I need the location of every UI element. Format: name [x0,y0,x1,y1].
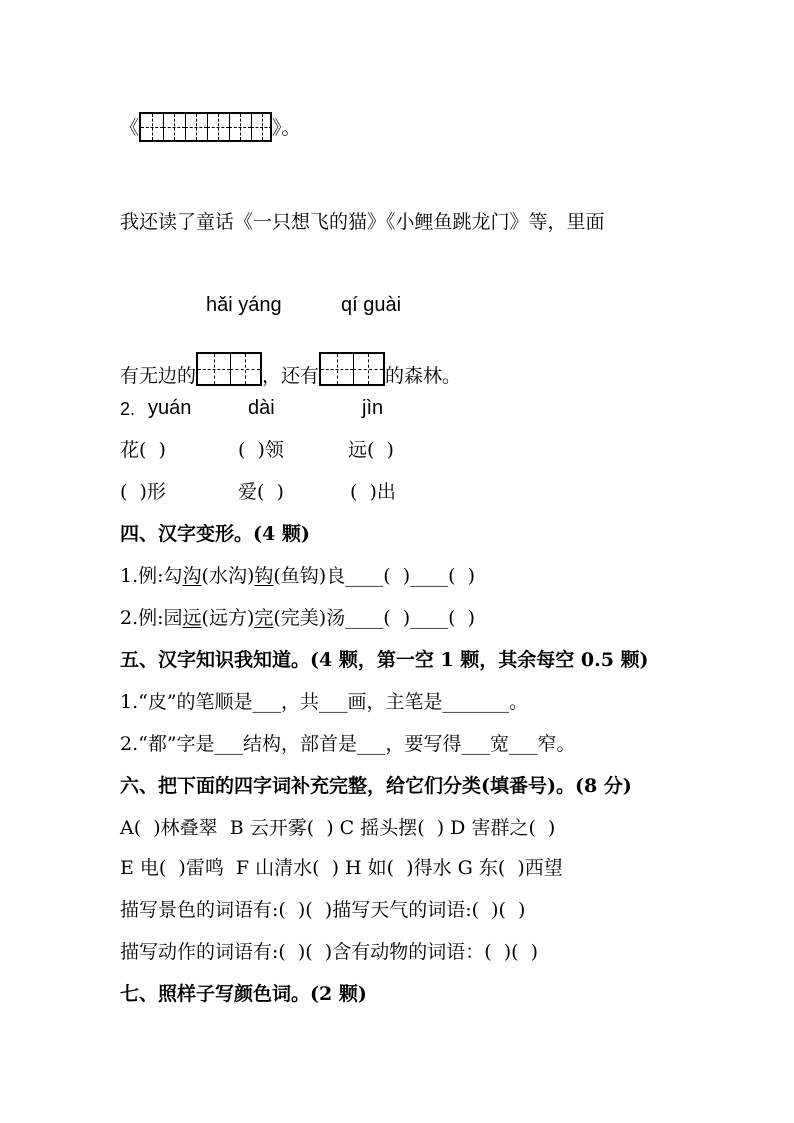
sec6-row-3: 描写景色的词语有:( )( )描写天气的词语:( )( ) [120,899,526,921]
q2-row1-c: 远( ) [348,439,394,461]
section-4-title: 四、汉字变形。(4 颗) [120,523,310,545]
q2-row2-b: 爱( ) [238,481,284,503]
writing-grid-haiyang[interactable] [196,352,262,386]
q2-row1-b: ( )领 [238,439,284,461]
book-close-mark: 》。 [272,117,301,139]
sec5-question-2: 2.“都”字是___结构，部首是___，要写得___宽___窄。 [120,733,576,755]
forest-line-text-a: 有无边的 [120,365,197,387]
q2-row1-a: 花( ) [120,439,166,461]
sec4-ex1-underlined-1: 沟 [182,565,202,587]
forest-line-text-b: ，还有 [262,365,320,387]
pinyin-qiguai: qí guài [341,294,402,316]
forest-line-text-c: 的森林。 [385,365,462,387]
pinyin-jin: jìn [362,397,384,419]
story-line: 我还读了童话《一只想飞的猫》《小鲤鱼跳龙门》等，里面 [120,211,605,233]
writing-grid-6[interactable] [139,112,272,142]
q2-row2-a: ( )形 [120,481,166,503]
section-7-title: 七、照样子写颜色词。(2 颗) [120,983,367,1005]
sec4-ex2-e: (完美)汤____( )____( ) [273,607,476,629]
q2-number: 2. [120,399,136,419]
pinyin-haiyang: hǎi yáng [206,294,282,316]
sec4-ex1-c: (水沟) [201,565,255,587]
writing-grid-qiguai[interactable] [319,352,385,386]
sec4-ex2-a: 2.例:园 [120,607,183,629]
book-open-mark: 《 [120,117,140,139]
sec4-ex2-underlined-2: 完 [254,607,274,629]
sec5-question-1: 1.“皮”的笔顺是___，共___画，主笔是_______。 [120,691,529,713]
section-5-title: 五、汉字知识我知道。(4 颗，第一空 1 颗，其余每空 0.5 颗) [120,649,649,671]
pinyin-dai: dài [248,397,275,419]
book-title-line [120,112,301,142]
pinyin-yuan: yuán [148,397,192,419]
sec4-ex2-c: (远方) [201,607,255,629]
sec4-ex1-e: (鱼钩)良____( )____( ) [273,565,476,587]
sec4-example-2 [120,606,475,630]
forest-line [120,352,461,388]
sec4-ex1-a: 1.例:勾 [120,565,183,587]
sec4-ex1-underlined-2: 钩 [254,565,274,587]
sec4-example-1 [120,564,475,588]
sec6-row-2: E 电( )雷鸣 F 山清水( ) H 如( )得水 G 东( )西望 [120,857,563,879]
sec6-row-4: 描写动作的词语有:( )( )含有动物的词语：( )( ) [120,941,539,963]
section-6-title: 六、把下面的四字词补充完整，给它们分类(填番号)。(8 分) [120,775,632,797]
sec6-row-1: A( )林叠翠 B 云开雾( ) C 摇头摆( ) D 害群之( ) [120,817,556,839]
sec4-ex2-underlined-1: 远 [182,607,202,629]
q2-row2-c: ( )出 [350,481,396,503]
